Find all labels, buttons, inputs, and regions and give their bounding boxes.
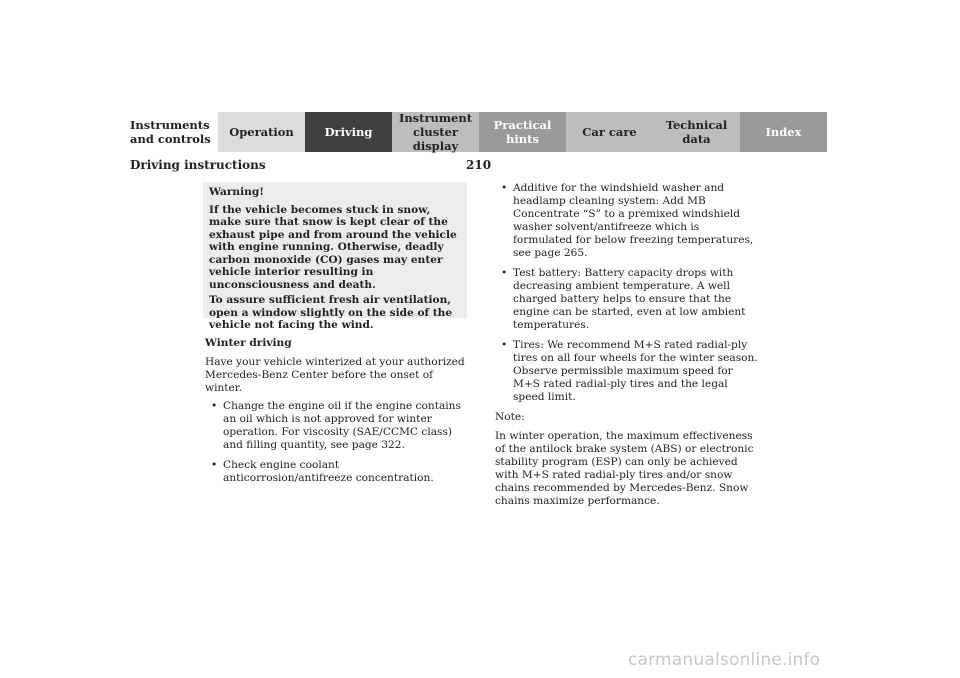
winter-checklist-continued [495,182,760,404]
note-text: In winter operation, the maximum effectiveness of the antilock brake system (ABS) or electronic stability program (ESP) can only be achieved with M+S rated radial-ply tires and/or snow chains recommended by Mercedes-Benz. Snow chains maximize performance. [495,430,754,507]
bullet-icon: • [501,339,508,351]
tab-index[interactable]: Index [740,112,827,152]
tab-practical-hints[interactable]: Practical hints [479,112,566,152]
bullet-icon: • [501,267,508,279]
warning-box [203,182,467,331]
bullet-icon: • [501,182,508,194]
list-item-text: Check engine coolant anticorrosion/antifreeze concentration. [223,459,434,484]
bullet-icon: • [211,459,218,471]
winter-checklist [205,400,467,485]
page-number: 210 [466,158,492,172]
list-item [495,339,760,404]
tab-technical-data[interactable]: Technical data [653,112,740,152]
warning-paragraph: If the vehicle becomes stuck in snow, make sure that snow is kept clear of the exhaust pipe and from around the vehicle with engine running. Otherwise, deadly carbon monoxide (CO) gases may enter vehicle interior resulting in unconsciousness and death. [209,203,457,291]
list-item-text: Change the engine oil if the engine contains an oil which is not approved for winter operation. For viscosity (SAE/CCMC class) and filling quantity, see page 322. [223,400,461,451]
tab-car-care[interactable]: Car care [566,112,653,152]
list-item [205,400,467,452]
page-title: Driving instructions [130,158,266,172]
tab-operation[interactable]: Operation [218,112,305,152]
left-column [205,337,467,492]
intro-paragraph: Have your vehicle winterized at your authorized Mercedes-Benz Center before the onset of winter. [205,356,465,394]
list-item-text: Tires: We recommend M+S rated radial-ply tires on all four wheels for the winter season. Observe permissible maximum speed for M+S rated radial-ply tires and the legal speed limit. [513,339,758,403]
tab-instrument-cluster-display[interactable]: Instrument cluster display [392,112,479,152]
warning-paragraph: To assure sufficient fresh air ventilation, open a window slightly on the side of the vehicle not facing the wind. [209,294,453,331]
note-label: Note: [495,411,525,423]
tab-instruments-and-controls[interactable]: Instruments and controls [130,112,218,152]
bullet-icon: • [211,400,218,412]
list-item-text: Test battery: Battery capacity drops with decreasing ambient temperature. A well charged battery helps to ensure that the engine can be started, even at low ambient temperatures. [513,267,746,331]
list-item [495,182,760,260]
tab-driving[interactable]: Driving [305,112,392,152]
list-item [205,459,467,485]
right-column [495,182,760,508]
list-item-text: Additive for the windshield washer and headlamp cleaning system: Add MB Concentrate “S” to a premixed windshield washer solvent/antifreeze which is formulated for below freezing temperatures, see page 265. [513,182,754,259]
section-heading: Winter driving [205,337,292,349]
list-item [495,267,760,332]
watermark: carmanualsonline.info [628,650,821,670]
warning-title: Warning! [209,186,264,198]
section-tabs [130,112,827,152]
